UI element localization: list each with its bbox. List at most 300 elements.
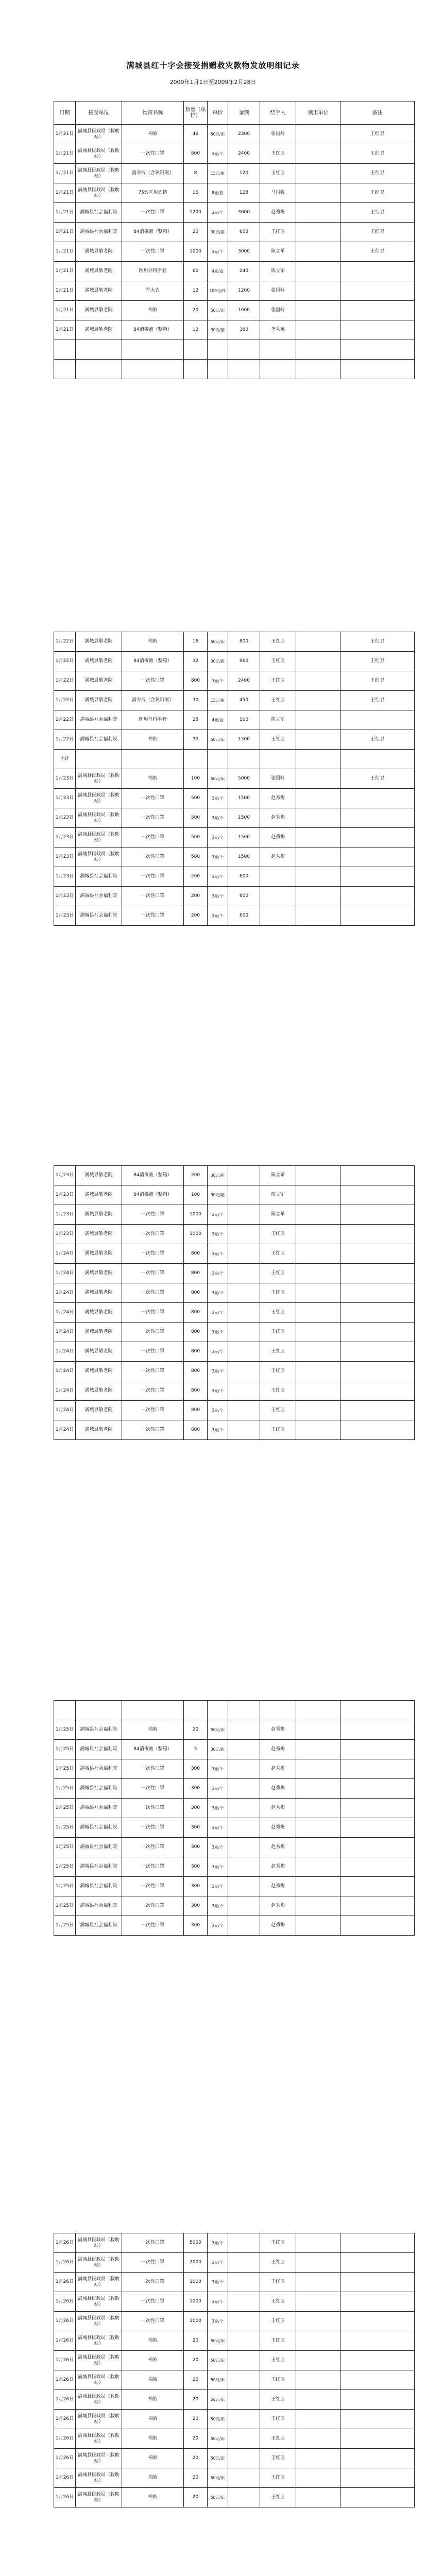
cell-date: 1月21日 [54, 262, 76, 281]
cell-recipient: 满城县敬老院 [76, 1381, 122, 1401]
cell-amount: 2300 [228, 125, 260, 144]
table-row [54, 1799, 415, 1818]
cell-handler: 赵秀梅 [260, 1877, 296, 1896]
table-row [54, 808, 415, 828]
cell-quantity: 800 [184, 671, 208, 691]
cell-amount [228, 1283, 260, 1303]
cell-receiving-unit [296, 1838, 340, 1857]
cell-note [340, 1401, 415, 1420]
table-row [54, 2468, 415, 2488]
cell-unit-price: 30元/箱 [208, 223, 228, 242]
cell-note [340, 2351, 415, 2370]
cell-receiving-unit [296, 652, 340, 671]
table-row [54, 1701, 415, 1720]
cell-recipient: 满城县民政局（救助站） [76, 2312, 122, 2331]
cell-amount: 2400 [228, 144, 260, 164]
cell-note [340, 2410, 415, 2429]
cell-item: 一次性口罩 [122, 1799, 184, 1818]
cell-handler: 赵秀梅 [260, 1799, 296, 1818]
cell-date: 1月23日 [54, 1225, 76, 1244]
cell-recipient: 满城县敬老院 [76, 301, 122, 320]
cell-recipient: 满城县社会福利院 [76, 1759, 122, 1779]
cell-date: 1月21日 [54, 320, 76, 340]
cell-date: 1月25日 [54, 1896, 76, 1916]
cell-handler: 陈立军 [260, 242, 296, 262]
cell-amount [228, 2312, 260, 2331]
cell-quantity [184, 1701, 208, 1720]
cell-date: 1月25日 [54, 1740, 76, 1759]
cell-item: 84消毒液（整箱） [122, 652, 184, 671]
cell-handler: 王红卫 [260, 632, 296, 652]
cell-handler: 赵秀梅 [260, 1857, 296, 1877]
cell-unit-price: 3元/个 [208, 1799, 228, 1818]
cell-receiving-unit [296, 2468, 340, 2488]
cell-note [340, 808, 415, 828]
cell-date: 1月23日 [54, 789, 76, 808]
cell-quantity: 500 [184, 828, 208, 848]
cell-date [54, 360, 76, 379]
cell-handler: 张国岭 [260, 769, 296, 789]
cell-unit-price: 50元/床 [208, 2449, 228, 2468]
cell-date: 1月22日 [54, 691, 76, 710]
ledger-table-4 [54, 1700, 415, 1936]
cell-date: 1月21日 [54, 164, 76, 183]
cell-note [340, 2370, 415, 2390]
cell-note [340, 1916, 415, 1936]
cell-date: 1月21日 [54, 144, 76, 164]
cell-date: 1月22日 [54, 710, 76, 730]
cell-item: 棉被 [122, 2468, 184, 2488]
cell-receiving-unit [296, 203, 340, 223]
cell-amount: 1500 [228, 808, 260, 828]
cell-date: 1月24日 [54, 1401, 76, 1420]
cell-amount: 1200 [228, 281, 260, 301]
cell-recipient: 满城县民政局（救助站） [76, 808, 122, 828]
cell-date [54, 340, 76, 360]
cell-recipient: 满城县社会福利院 [76, 887, 122, 906]
cell-unit-price: 50元/床 [208, 2410, 228, 2429]
cell-date: 1月25日 [54, 1759, 76, 1779]
blank-row [54, 340, 415, 360]
cell-quantity: 20 [184, 223, 208, 242]
cell-handler: 赵秀梅 [260, 1720, 296, 1740]
cell-receiving-unit [296, 671, 340, 691]
cell-recipient: 满城县社会福利院 [76, 1877, 122, 1896]
cell-receiving-unit [296, 164, 340, 183]
cell-receiving-unit [296, 1740, 340, 1759]
cell-amount [228, 1701, 260, 1720]
cell-date: 1月21日 [54, 242, 76, 262]
cell-note [340, 867, 415, 887]
cell-receiving-unit [296, 1896, 340, 1916]
cell-amount: 450 [228, 691, 260, 710]
cell-item: 一次性口罩 [122, 848, 184, 867]
cell-unit-price: 3元/个 [208, 2292, 228, 2312]
cell-handler: 赵秀梅 [260, 1838, 296, 1857]
cell-date: 1月23日 [54, 1205, 76, 1225]
cell-quantity: 60 [184, 262, 208, 281]
cell-quantity: 5 [184, 1740, 208, 1759]
table-header-row [54, 101, 415, 125]
cell-amount: 240 [228, 262, 260, 281]
cell-receiving-unit [296, 1244, 340, 1264]
cell-date: 1月25日 [54, 1838, 76, 1857]
cell-receiving-unit [296, 632, 340, 652]
cell-receiving-unit [296, 2233, 340, 2253]
cell-amount: 1500 [228, 789, 260, 808]
table-row [54, 1916, 415, 1936]
cell-quantity [184, 360, 208, 379]
cell-handler: 张国岭 [260, 281, 296, 301]
cell-amount [228, 2449, 260, 2468]
cell-quantity: 300 [184, 1877, 208, 1896]
cell-receiving-unit [296, 2410, 340, 2429]
cell-handler: 王红卫 [260, 2292, 296, 2312]
cell-receiving-unit [296, 1362, 340, 1381]
cell-recipient: 满城县敬老院 [76, 1283, 122, 1303]
cell-receiving-unit [296, 887, 340, 906]
cell-receiving-unit [296, 730, 340, 750]
cell-note [340, 2468, 415, 2488]
cell-item: 一次性口罩 [122, 1283, 184, 1303]
cell-item: 一次性口罩 [122, 906, 184, 926]
cell-recipient: 满城县民政局（救助站） [76, 125, 122, 144]
cell-handler [260, 750, 296, 769]
cell-recipient: 满城县敬老院 [76, 652, 122, 671]
cell-quantity: 800 [184, 1401, 208, 1420]
cell-receiving-unit [296, 691, 340, 710]
cell-note [340, 2488, 415, 2507]
cell-date: 1月24日 [54, 1362, 76, 1381]
cell-date: 1月23日 [54, 867, 76, 887]
cell-item: 一次性口罩 [122, 1264, 184, 1283]
cell-item: 棉被 [122, 2488, 184, 2507]
cell-date: 1月26日 [54, 2351, 76, 2370]
cell-amount [228, 1362, 260, 1381]
table-row [54, 2273, 415, 2292]
cell-quantity: 800 [184, 144, 208, 164]
cell-item: 一次性口罩 [122, 1838, 184, 1857]
cell-date: 1月21日 [54, 223, 76, 242]
cell-note [340, 2253, 415, 2273]
cell-unit-price: 50元/床 [208, 2468, 228, 2488]
cell-recipient: 满城县民政局（救助站） [76, 2488, 122, 2507]
cell-date: 小计 [54, 750, 76, 769]
cell-handler: 王红卫 [260, 1264, 296, 1283]
table-row [54, 1362, 415, 1381]
cell-unit-price: 3元/个 [208, 671, 228, 691]
cell-handler: 陈立军 [260, 1205, 296, 1225]
cell-amount: 360 [228, 320, 260, 340]
cell-date: 1月24日 [54, 1323, 76, 1342]
cell-receiving-unit [296, 1720, 340, 1740]
cell-quantity [184, 340, 208, 360]
cell-item: 棉被 [122, 1720, 184, 1740]
cell-date: 1月25日 [54, 1818, 76, 1838]
cell-note [340, 1264, 415, 1283]
cell-handler: 赵秀梅 [260, 1759, 296, 1779]
cell-note [340, 1759, 415, 1779]
cell-date: 1月26日 [54, 2233, 76, 2253]
cell-quantity: 200 [184, 867, 208, 887]
cell-receiving-unit [296, 360, 340, 379]
cell-recipient: 满城县民政局（救助站） [76, 2292, 122, 2312]
cell-item: 75%医用酒精 [122, 183, 184, 203]
cell-amount: 960 [228, 652, 260, 671]
cell-recipient: 满城县社会福利院 [76, 203, 122, 223]
cell-unit-price: 50元/床 [208, 2351, 228, 2370]
cell-amount [228, 2410, 260, 2429]
cell-note [340, 750, 415, 769]
cell-receiving-unit [296, 1857, 340, 1877]
table-row [54, 1342, 415, 1362]
cell-note: 王红卫 [340, 730, 415, 750]
cell-recipient: 满城县民政局（救助站） [76, 2253, 122, 2273]
cell-receiving-unit [296, 1818, 340, 1838]
table-row [54, 1896, 415, 1916]
cell-note: 王红卫 [340, 183, 415, 203]
cell-receiving-unit [296, 340, 340, 360]
cell-item: 一次性口罩 [122, 1818, 184, 1838]
cell-quantity: 100 [184, 1185, 208, 1205]
table-row [54, 262, 415, 281]
cell-item: 84消毒液（整箱） [122, 320, 184, 340]
cell-note [340, 906, 415, 926]
cell-receiving-unit [296, 2449, 340, 2468]
cell-item: 棉被 [122, 301, 184, 320]
cell-receiving-unit [296, 828, 340, 848]
cell-unit-price [208, 340, 228, 360]
cell-unit-price: 3元/个 [208, 1323, 228, 1342]
cell-handler: 赵秀梅 [260, 808, 296, 828]
cell-handler: 赵秀梅 [260, 1896, 296, 1916]
cell-note [340, 1720, 415, 1740]
cell-item: 一次性口罩 [122, 789, 184, 808]
cell-note [340, 262, 415, 281]
cell-handler: 王红卫 [260, 691, 296, 710]
cell-recipient: 满城县民政局（救助站） [76, 2370, 122, 2390]
cell-amount [228, 1799, 260, 1818]
cell-amount [228, 2292, 260, 2312]
cell-unit-price: 3元/个 [208, 1857, 228, 1877]
cell-item: 棉被 [122, 2429, 184, 2449]
cell-recipient: 满城县敬老院 [76, 320, 122, 340]
cell-quantity: 12 [184, 320, 208, 340]
cell-note [340, 828, 415, 848]
cell-handler: 王红卫 [260, 144, 296, 164]
cell-handler: 王红卫 [260, 2468, 296, 2488]
cell-handler: 赵秀梅 [260, 203, 296, 223]
cell-recipient: 满城县敬老院 [76, 1362, 122, 1381]
cell-handler [260, 340, 296, 360]
table-row [54, 1264, 415, 1283]
cell-unit-price: 30元/箱 [208, 320, 228, 340]
cell-note: 王红卫 [340, 242, 415, 262]
cell-item [122, 1701, 184, 1720]
cell-receiving-unit [296, 262, 340, 281]
cell-receiving-unit [296, 2273, 340, 2292]
cell-date: 1月22日 [54, 632, 76, 652]
table-row [54, 750, 415, 769]
cell-amount [228, 2370, 260, 2390]
cell-recipient: 满城县敬老院 [76, 1401, 122, 1420]
cell-receiving-unit [296, 242, 340, 262]
cell-unit-price: 4元/盒 [208, 262, 228, 281]
cell-recipient: 满城县敬老院 [76, 1225, 122, 1244]
cell-amount [228, 1896, 260, 1916]
cell-amount [228, 2390, 260, 2410]
cell-item: 一次性口罩 [122, 1877, 184, 1896]
cell-recipient: 满城县敬老院 [76, 691, 122, 710]
cell-unit-price: 3元/个 [208, 2233, 228, 2253]
cell-amount: 2400 [228, 671, 260, 691]
cell-receiving-unit [296, 1264, 340, 1283]
cell-amount: 128 [228, 183, 260, 203]
table-row [54, 125, 415, 144]
cell-amount [228, 1381, 260, 1401]
cell-note [340, 789, 415, 808]
cell-quantity: 200 [184, 887, 208, 906]
cell-note [340, 2233, 415, 2253]
cell-quantity: 1000 [184, 1205, 208, 1225]
document-subtitle: 2009年1月1日至2009年2月28日 [169, 79, 257, 86]
cell-quantity: 20 [184, 2449, 208, 2468]
cell-unit-price: 3元/个 [208, 242, 228, 262]
table-row [54, 1381, 415, 1401]
cell-date: 1月26日 [54, 2370, 76, 2390]
cell-unit-price: 3元/个 [208, 2312, 228, 2331]
cell-item: 一次性口罩 [122, 1896, 184, 1916]
cell-unit-price: 3元/个 [208, 1818, 228, 1838]
cell-unit-price: 30元/箱 [208, 652, 228, 671]
cell-amount [228, 1225, 260, 1244]
table-row [54, 2233, 415, 2253]
cell-note: 王红卫 [340, 164, 415, 183]
cell-unit-price: 3元/个 [208, 1244, 228, 1264]
cell-amount [228, 1779, 260, 1799]
cell-quantity: 20 [184, 2429, 208, 2449]
cell-item: 棉被 [122, 2449, 184, 2468]
cell-handler: 张国岭 [260, 125, 296, 144]
cell-note [340, 848, 415, 867]
table-row [54, 1303, 415, 1323]
cell-receiving-unit [296, 848, 340, 867]
cell-recipient: 满城县民政局（救助站） [76, 789, 122, 808]
cell-receiving-unit [296, 1916, 340, 1936]
cell-receiving-unit [296, 1342, 340, 1362]
column-header-receiving-unit: 领用单位 [296, 101, 340, 125]
cell-unit-price: 3元/个 [208, 1381, 228, 1401]
cell-handler: 王红卫 [260, 1283, 296, 1303]
column-header-date: 日期 [54, 101, 76, 125]
cell-handler: 赵秀梅 [260, 1779, 296, 1799]
cell-handler: 王红卫 [260, 2410, 296, 2429]
cell-amount: 1000 [228, 301, 260, 320]
cell-item: 棉被 [122, 730, 184, 750]
cell-date: 1月26日 [54, 2253, 76, 2273]
cell-receiving-unit [296, 301, 340, 320]
cell-handler: 赵秀梅 [260, 828, 296, 848]
table-row [54, 2449, 415, 2468]
cell-amount: 600 [228, 906, 260, 926]
cell-note [340, 360, 415, 379]
table-row [54, 1759, 415, 1779]
table-row [54, 867, 415, 887]
cell-amount: 120 [228, 164, 260, 183]
cell-unit-price: 3元/个 [208, 808, 228, 828]
cell-unit-price: 50元/床 [208, 2488, 228, 2507]
cell-amount [228, 2468, 260, 2488]
cell-amount [228, 360, 260, 379]
column-header-handler: 经手人 [260, 101, 296, 125]
cell-item: 一次性口罩 [122, 1381, 184, 1401]
cell-handler: 马国强 [260, 183, 296, 203]
cell-recipient: 满城县社会福利院 [76, 1720, 122, 1740]
column-header-amount: 金额 [228, 101, 260, 125]
cell-date: 1月25日 [54, 1779, 76, 1799]
cell-item: 医用外科手套 [122, 710, 184, 730]
cell-note [340, 1342, 415, 1362]
cell-handler: 王红卫 [260, 2390, 296, 2410]
cell-date: 1月23日 [54, 887, 76, 906]
cell-recipient: 满城县民政局（救助站） [76, 848, 122, 867]
cell-date: 1月21日 [54, 125, 76, 144]
cell-receiving-unit [296, 2488, 340, 2507]
cell-recipient: 满城县社会福利院 [76, 730, 122, 750]
cell-unit-price: 8元/瓶 [208, 183, 228, 203]
cell-note [340, 2449, 415, 2468]
cell-amount: 600 [228, 223, 260, 242]
table-row [54, 144, 415, 164]
cell-quantity: 300 [184, 1799, 208, 1818]
cell-quantity: 20 [184, 1720, 208, 1740]
table-row [54, 1185, 415, 1205]
table-row [54, 2370, 415, 2390]
column-header-recipient: 接受单位 [76, 101, 122, 125]
cell-receiving-unit [296, 750, 340, 769]
cell-recipient: 满城县敬老院 [76, 1244, 122, 1264]
cell-item: 一次性口罩 [122, 1205, 184, 1225]
cell-item: 一次性口罩 [122, 144, 184, 164]
cell-item: 一次性口罩 [122, 2273, 184, 2292]
cell-quantity: 800 [184, 1244, 208, 1264]
cell-item: 一次性口罩 [122, 1303, 184, 1323]
cell-date: 1月24日 [54, 1420, 76, 1440]
cell-item: 一次性口罩 [122, 1401, 184, 1420]
cell-date: 1月22日 [54, 730, 76, 750]
cell-recipient: 满城县敬老院 [76, 1342, 122, 1362]
cell-handler: 赵秀梅 [260, 789, 296, 808]
cell-note [340, 1283, 415, 1303]
cell-amount: 1500 [228, 730, 260, 750]
cell-item: 棉被 [122, 2390, 184, 2410]
cell-receiving-unit [296, 2351, 340, 2370]
cell-recipient: 满城县民政局（救助站） [76, 2390, 122, 2410]
cell-item: 棉被 [122, 2370, 184, 2390]
ledger-table-2 [54, 632, 415, 926]
cell-recipient: 满城县敬老院 [76, 1205, 122, 1225]
cell-receiving-unit [296, 2331, 340, 2351]
cell-date: 1月26日 [54, 2312, 76, 2331]
cell-date: 1月25日 [54, 1720, 76, 1740]
table-row [54, 671, 415, 691]
cell-receiving-unit [296, 1303, 340, 1323]
cell-item: 消毒液（含氯制剂） [122, 691, 184, 710]
cell-quantity: 200 [184, 1166, 208, 1185]
cell-item: 棉被 [122, 632, 184, 652]
column-header-quantity: 数量（单位） [184, 101, 208, 125]
cell-quantity: 30 [184, 730, 208, 750]
